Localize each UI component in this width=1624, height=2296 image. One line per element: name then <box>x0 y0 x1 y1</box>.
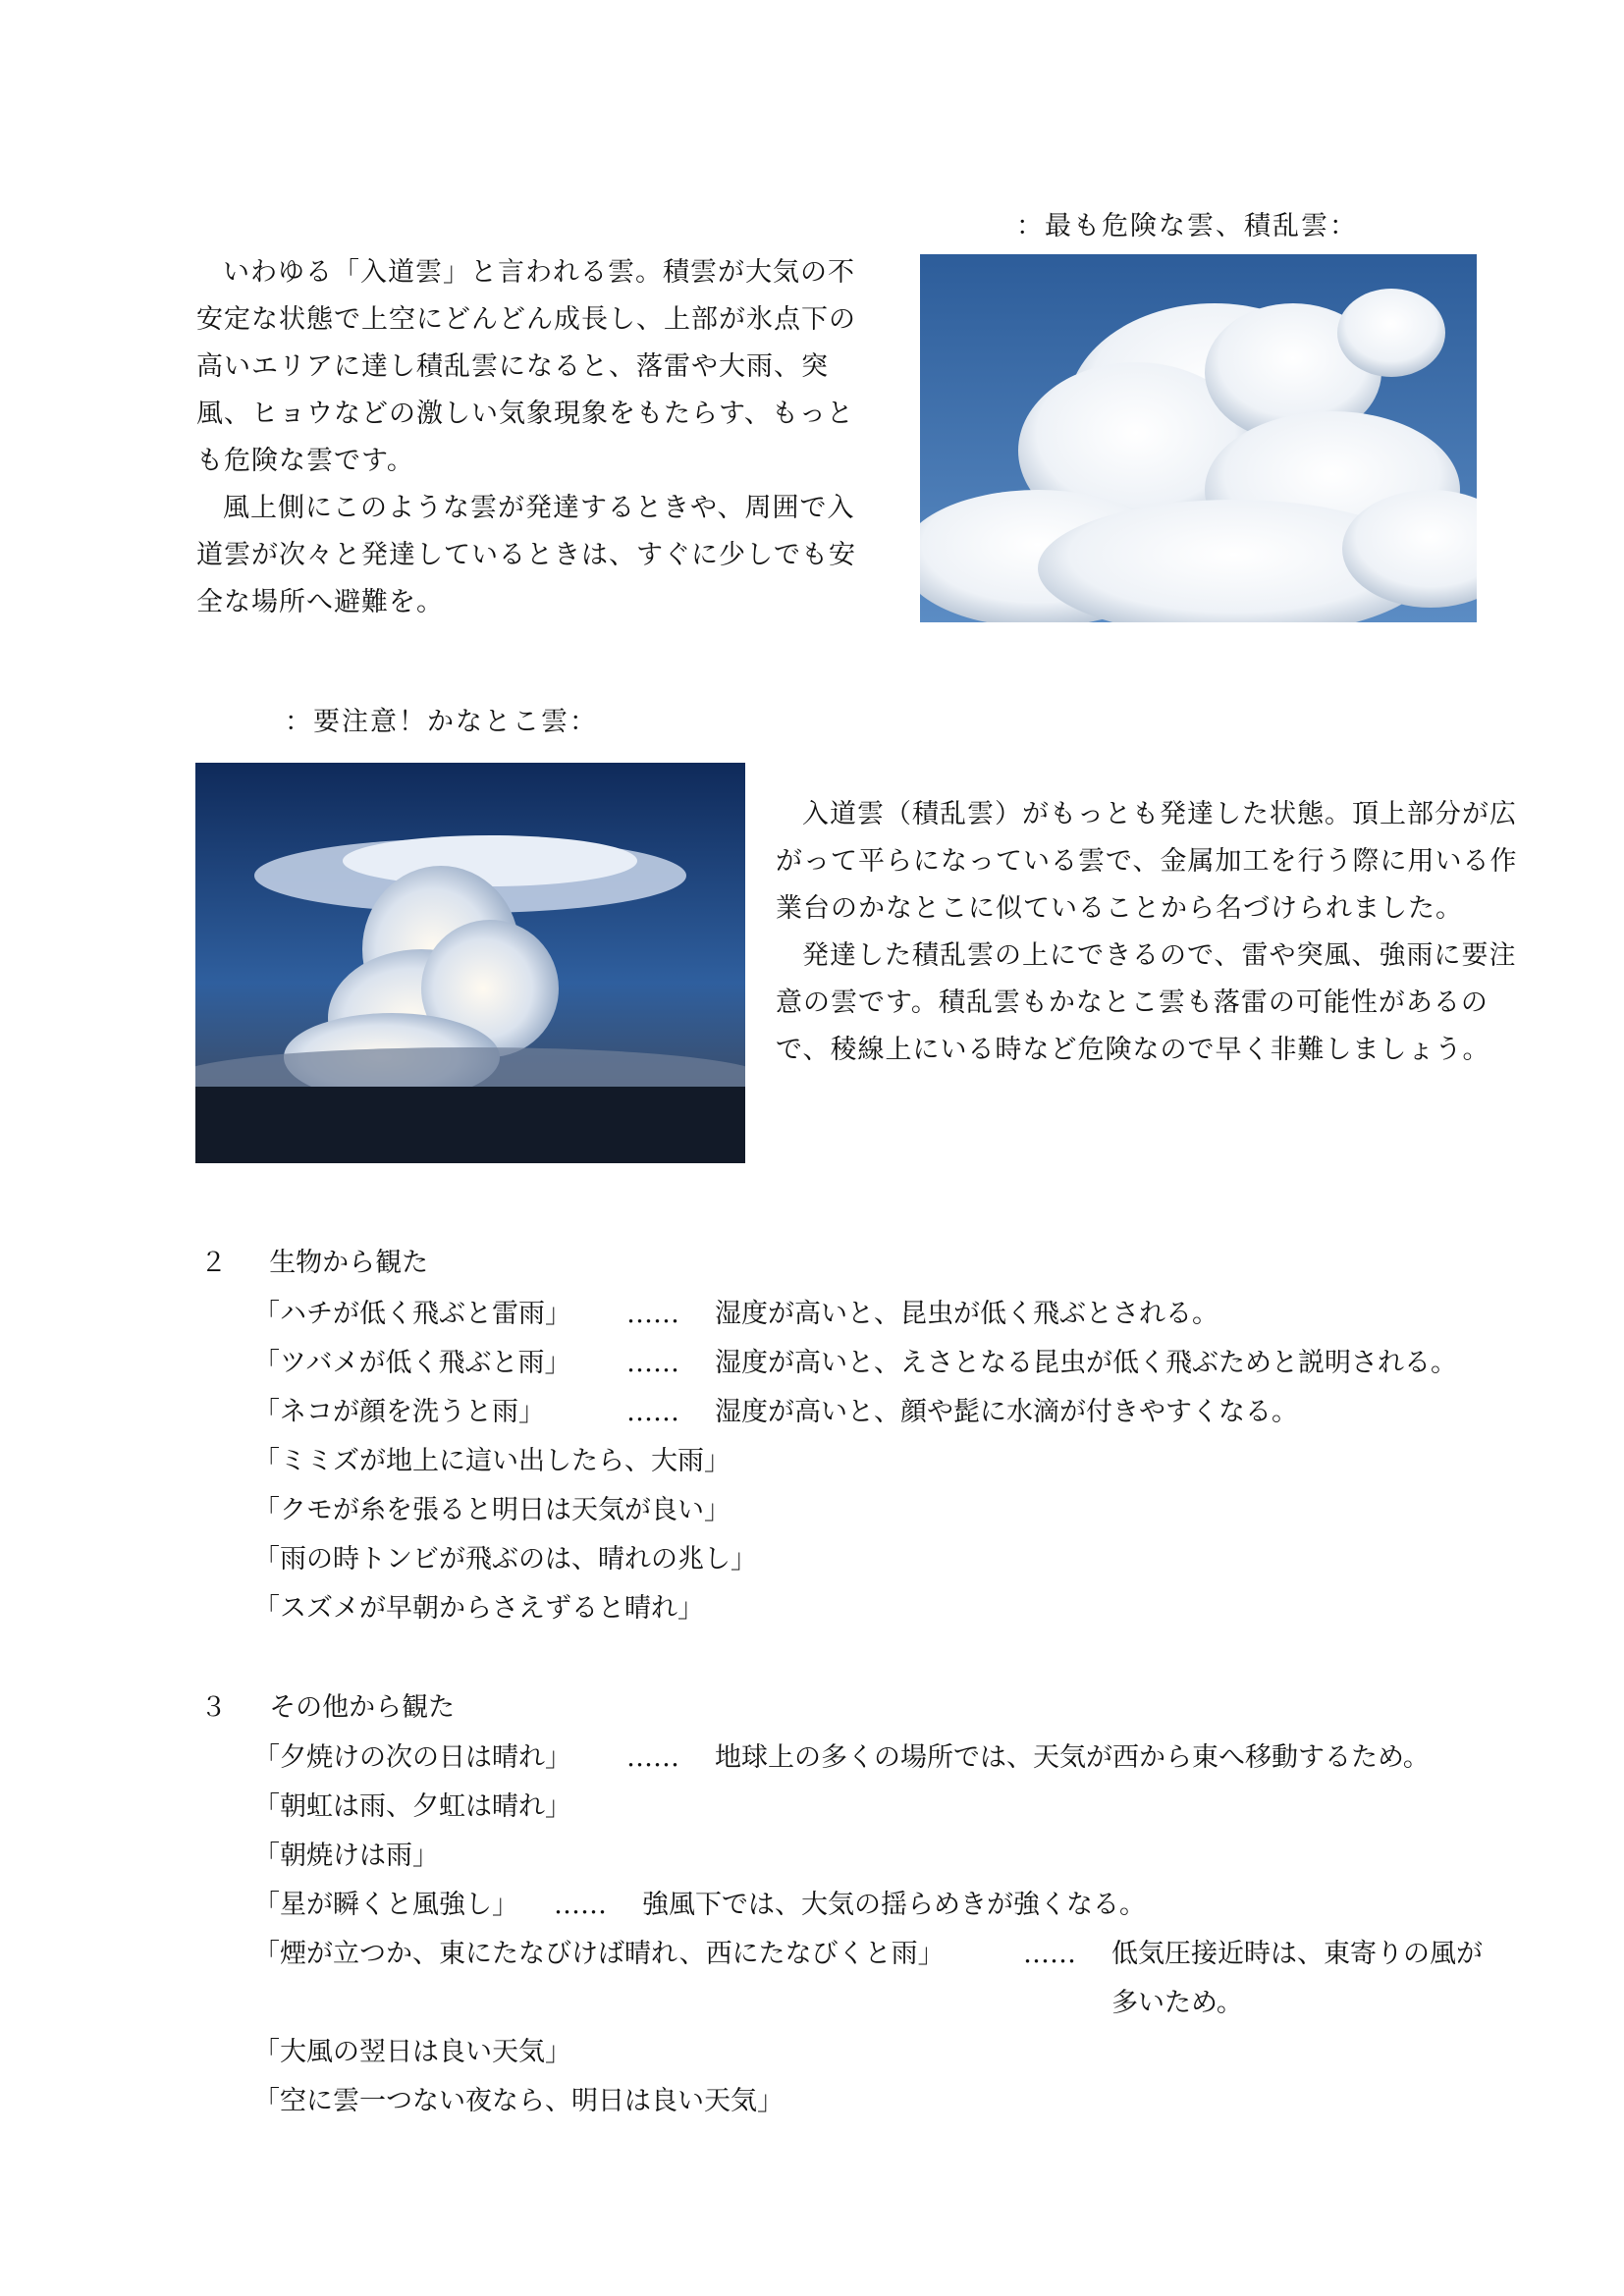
section2-number: ２ <box>200 1248 227 1278</box>
explanation: 湿度が高いと、昆虫が低く飛ぶとされる。 <box>715 1299 1218 1329</box>
saying: 「ハチが低く飛ぶと雷雨」 <box>253 1299 571 1329</box>
ellipsis: …… <box>626 1742 679 1773</box>
anvil-paragraph-2: 発達した積乱雲の上にできるので、雷や突風、強雨に要注意の雲です。積乱雲もかなとこ雲も落雷の可能性があるので、稜線上にいる時など危険なので早く非難しましょう。 <box>776 940 1517 1065</box>
section3-heading <box>200 1685 455 1724</box>
list-item <box>253 1931 1483 1978</box>
list-item <box>253 2029 571 2076</box>
explanation: 地球上の多くの場所では、天気が西から東へ移動するため。 <box>715 1742 1430 1773</box>
anvil-text <box>776 791 1542 1074</box>
list-item <box>253 1438 731 1485</box>
list-item <box>253 1291 1218 1338</box>
ellipsis: …… <box>554 1890 607 1920</box>
list-item <box>253 1882 1146 1929</box>
cumulonimbus-text <box>196 249 874 626</box>
saying: 「クモが糸を張ると明日は天気が良い」 <box>253 1495 731 1525</box>
saying: 「空に雲一つない夜なら、明日は良い天気」 <box>253 2086 784 2116</box>
cumulonimbus-paragraph-1: いわゆる「入道雲」と言われる雲。積雲が大気の不安定な状態で上空にどんどん成長し、上部が氷点下の高いエリアに達し積乱雲になると、落雷や大雨、突風、ヒョウなどの激しい気象現象をもたらす、もっとも危険な雲です。 <box>196 257 856 476</box>
list-item <box>253 1389 1298 1436</box>
saying: 「夕焼けの次の日は晴れ」 <box>253 1742 571 1773</box>
list-item <box>253 1340 1457 1387</box>
list-item <box>253 2078 784 2125</box>
list-item-continuation <box>1111 1980 1243 2027</box>
explanation: 湿度が高いと、顔や髭に水滴が付きやすくなる。 <box>715 1397 1298 1427</box>
ellipsis: …… <box>626 1348 679 1378</box>
saying: 「大風の翌日は良い天気」 <box>253 2037 571 2067</box>
explanation: 強風下では、大気の揺らめきが強くなる。 <box>642 1890 1146 1920</box>
list-item <box>253 1784 571 1831</box>
ellipsis: …… <box>1023 1939 1076 1969</box>
saying: 「ツバメが低く飛ぶと雨」 <box>253 1348 571 1378</box>
section3-title: その他から観た <box>269 1692 456 1723</box>
section3-number: ３ <box>200 1692 227 1723</box>
saying: 「雨の時トンビが飛ぶのは、晴れの兆し」 <box>253 1544 757 1575</box>
list-item <box>253 1487 731 1534</box>
explanation-continued: 多いため。 <box>1111 1988 1243 2018</box>
saying: 「ミミズが地上に這い出したら、大雨」 <box>253 1446 731 1476</box>
saying: 「ネコが顔を洗うと雨」 <box>253 1397 545 1427</box>
cumulonimbus-photo <box>920 254 1477 622</box>
saying: 「煙が立つか、東にたなびけば晴れ、西にたなびくと雨」 <box>253 1939 945 1969</box>
section2-title: 生物から観た <box>269 1248 429 1278</box>
anvil-photo <box>195 763 745 1163</box>
list-item <box>253 1833 439 1880</box>
explanation: 湿度が高いと、えさとなる昆虫が低く飛ぶためと説明される。 <box>715 1348 1457 1378</box>
saying: 「スズメが早朝からさえずると晴れ」 <box>253 1593 704 1624</box>
section2-heading <box>200 1241 428 1279</box>
cumulonimbus-paragraph-2: 風上側にこのような雲が発達するときや、周囲で入道雲が次々と発達しているときは、すぐに少しでも安全な場所へ避難を。 <box>196 493 856 617</box>
list-item <box>253 1735 1430 1782</box>
anvil-paragraph-1: 入道雲（積乱雲）がもっとも発達した状態。頂上部分が広がって平らになっている雲で、金属加工を行う際に用いる作業台のかなとこに似ていることから名づけられました。 <box>776 799 1518 924</box>
saying: 「朝焼けは雨」 <box>253 1841 439 1871</box>
cumulonimbus-caption: ：最も危険な雲、積乱雲： <box>1016 211 1358 241</box>
explanation: 低気圧接近時は、東寄りの風が <box>1111 1939 1483 1969</box>
ellipsis: …… <box>626 1397 679 1427</box>
list-item <box>253 1585 704 1632</box>
ellipsis: …… <box>626 1299 679 1329</box>
list-item <box>253 1536 757 1583</box>
saying: 「星が瞬くと風強し」 <box>253 1890 518 1920</box>
anvil-caption: ：要注意！かなとこ雲： <box>285 707 598 737</box>
saying: 「朝虹は雨、夕虹は晴れ」 <box>253 1791 571 1822</box>
